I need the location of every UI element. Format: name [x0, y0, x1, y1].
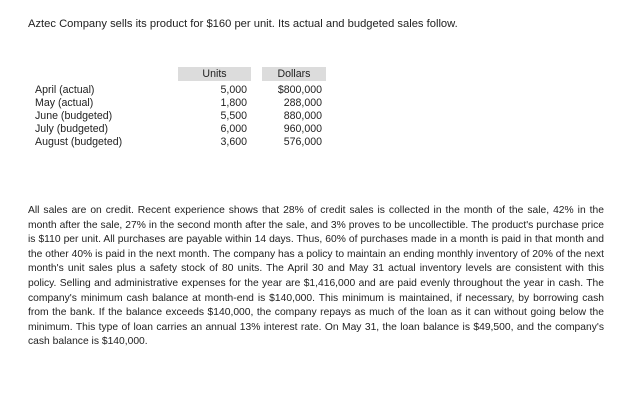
row-label: April (actual): [35, 84, 95, 96]
row-units: 3,600: [220, 136, 247, 148]
row-gap: [251, 136, 262, 149]
row-dollars: $800,000: [277, 84, 322, 96]
header-gap: [251, 67, 262, 81]
row-label: June (budgeted): [35, 110, 113, 122]
row-dollars: 880,000: [283, 110, 322, 122]
row-dollars: 288,000: [283, 97, 322, 109]
row-dollars: 960,000: [283, 123, 322, 135]
header-units: Units: [178, 67, 251, 81]
row-dollars: 576,000: [283, 136, 322, 148]
row-label: August (budgeted): [35, 136, 123, 148]
sales-table: [31, 67, 326, 149]
header-dollars: Dollars: [262, 67, 326, 81]
problem-body-text: All sales are on credit. Recent experience shows that 28% of credit sales is collected in the month of the sale, 42% in the month after the sale, 27% in the second month after the sale, and 3% proves to be uncollectible. The product's purchase price is $110 per unit. All purchases are payable within 14 days. Thus, 60% of purchases made in a month is paid in that month and the other 40% is paid in the next month. The company has a policy to maintain an ending monthly inventory of 20% of the next month's unit sales plus a safety stock of 80 units. The April 30 and May 31 actual inventory levels are consistent with this policy. Selling and administrative expenses for the year are $1,416,000 and are paid evenly throughout the year in cash. The company's minimum cash balance at month-end is $140,000. This minimum is maintained, if necessary, by borrowing cash from the bank. If the balance exceeds $140,000, the company repays as much of the loan as it can without going below the minimum. This type of loan carries an annual 13% interest rate. On May 31, the loan balance is $49,500, and the company's cash balance is $140,000.: [28, 205, 604, 348]
row-label: July (budgeted): [35, 123, 109, 135]
row-gap: [251, 123, 262, 136]
row-label: May (actual): [35, 97, 94, 109]
row-units: 5,500: [220, 110, 247, 122]
table-row: [31, 110, 326, 123]
intro-text: Aztec Company sells its product for $160 per unit. Its actual and budgeted sales follow.: [28, 18, 458, 30]
table-row: [31, 81, 326, 97]
row-gap: [251, 97, 262, 110]
row-gap: [251, 81, 262, 97]
row-units: 5,000: [220, 84, 247, 96]
header-blank: [31, 67, 178, 81]
table-row: [31, 136, 326, 149]
table-row: [31, 123, 326, 136]
table-header-row: [31, 67, 326, 81]
table-row: [31, 97, 326, 110]
row-units: 1,800: [220, 97, 247, 109]
row-gap: [251, 110, 262, 123]
row-units: 6,000: [220, 123, 247, 135]
